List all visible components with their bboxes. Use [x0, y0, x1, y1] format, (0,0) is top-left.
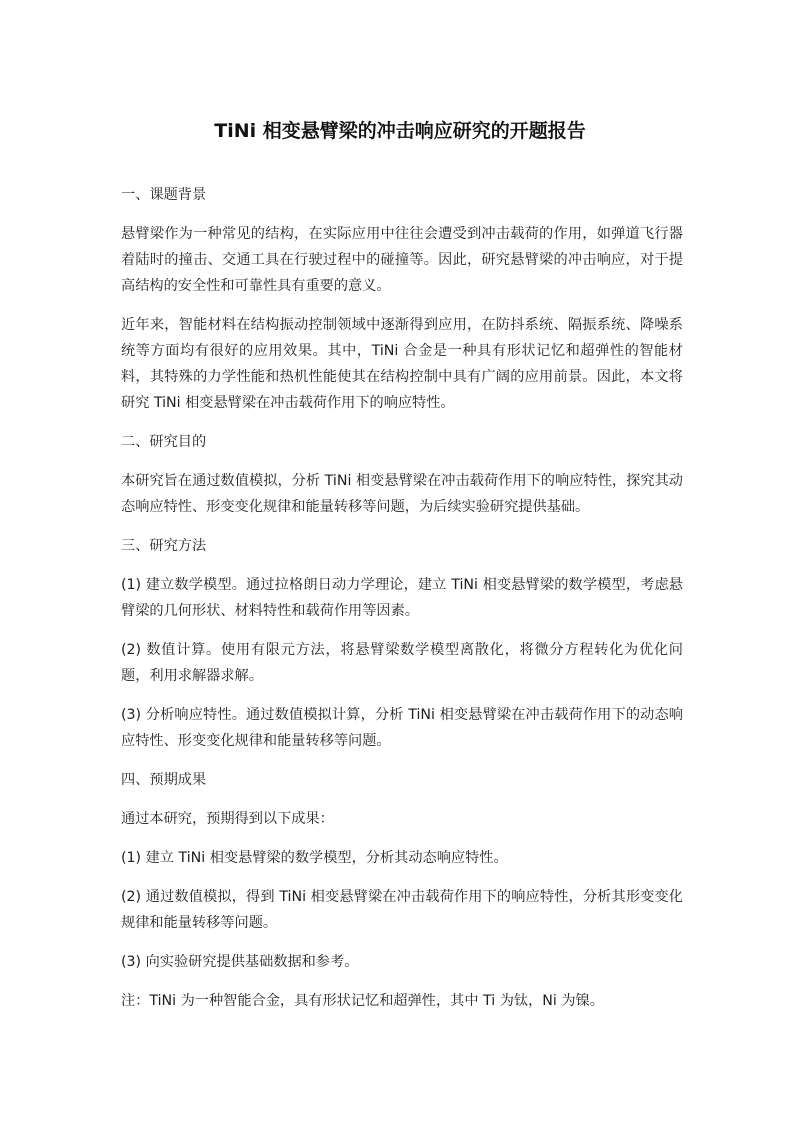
section-heading-method: 三、研究方法 — [121, 538, 207, 554]
paragraph: (3) 向实验研究提供基础数据和参考。 — [121, 954, 359, 970]
paragraph: (3) 分析响应特性。通过数值模拟计算，分析 TiNi 相变悬臂梁在冲击载荷作用下的动态响应特性、形变变化规律和能量转移等问题。 — [121, 707, 683, 749]
document-title: TiNi 相变悬臂梁的冲击响应研究的开题报告 — [214, 120, 586, 142]
paragraph: (2) 数值计算。使用有限元方法，将悬臂梁数学模型离散化，将微分方程转化为优化问题，利用求解器求解。 — [121, 642, 683, 684]
paragraph: 近年来，智能材料在结构振动控制领域中逐渐得到应用，在防抖系统、隔振系统、降噪系统等方面均有很好的应用效果。其中，TiNi 合金是一种具有形状记忆和超弹性的智能材料，其特殊的力学性能和热机性能使其在结构控制中具有广阔的应用前景。因此，本文将研究 TiNi 相变悬臂梁在冲击载荷作用下的响应特性。 — [121, 317, 683, 411]
paragraph: 本研究旨在通过数值模拟，分析 TiNi 相变悬臂梁在冲击载荷作用下的响应特性，探究其动态响应特性、形变变化规律和能量转移等问题，为后续实验研究提供基础。 — [121, 473, 683, 515]
paragraph: (1) 建立 TiNi 相变悬臂梁的数学模型，分析其动态响应特性。 — [121, 850, 508, 866]
paragraph: 通过本研究，预期得到以下成果： — [121, 811, 334, 827]
paragraph: 悬臂梁作为一种常见的结构，在实际应用中往往会遭受到冲击载荷的作用，如弹道飞行器着陆时的撞击、交通工具在行驶过程中的碰撞等。因此，研究悬臂梁的冲击响应，对于提高结构的安全性和可靠性具有重要的意义。 — [121, 226, 683, 294]
section-heading-background: 一、课题背景 — [121, 187, 207, 203]
footnote: 注：TiNi 为一种智能合金，具有形状记忆和超弹性，其中 Ti 为钛，Ni 为镍。 — [121, 993, 604, 1009]
section-heading-results: 四、预期成果 — [121, 772, 207, 788]
section-heading-purpose: 二、研究目的 — [121, 434, 207, 450]
paragraph: (1) 建立数学模型。通过拉格朗日动力学理论，建立 TiNi 相变悬臂梁的数学模型，考虑悬臂梁的几何形状、材料特性和载荷作用等因素。 — [121, 577, 683, 619]
document-body — [121, 182, 683, 1027]
paragraph: (2) 通过数值模拟，得到 TiNi 相变悬臂梁在冲击载荷作用下的响应特性，分析其形变变化规律和能量转移等问题。 — [121, 889, 683, 931]
